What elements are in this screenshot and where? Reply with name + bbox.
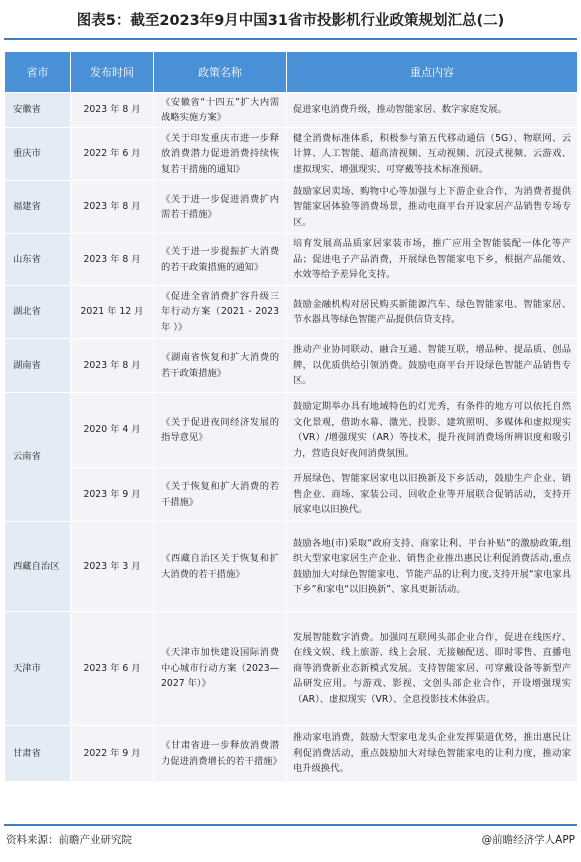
policy-cell: 《西藏自治区关于恢复和扩大消费的若干措施》 [154,522,287,612]
table-row [5,286,578,339]
table-row [5,522,578,612]
date-cell: 2023 年 8 月 [71,339,154,393]
points-cell: 培育发展高品质家居家装市场，推广应用全智能装配一体化等产品；促进电子产品消费，开展绿色智能家电下乡，根据产品能效、水效等给予差异化支持。 [287,234,578,286]
points-cell: 鼓励家居卖场、购物中心等加强与上下游企业合作，为消费者提供智能家居体验等消费场景，推动电商平台开设家居产品销售专场专区。 [287,181,578,234]
table-row [5,468,578,522]
date-cell: 2020 年 4 月 [71,393,154,468]
date-cell: 2023 年 3 月 [71,522,154,612]
header-policy: 政策名称 [154,52,287,93]
table-row [5,234,578,286]
table-row [5,339,578,393]
policy-cell: 《湖南省恢复和扩大消费的若干政策措施》 [154,339,287,393]
points-cell: 开展绿色、智能家居家电以旧换新及下乡活动，鼓励生产企业、销售企业、商场、家装公司、回收企业等开展联合促销活动，支持开展家电以旧换代。 [287,468,578,522]
points-cell: 促进家电消费升级，推动智能家居、数字家庭发展。 [287,93,578,128]
date-cell: 2023 年 8 月 [71,234,154,286]
points-cell: 鼓励金融机构对居民购买新能源汽车、绿色智能家电、智能家居、节水器具等绿色智能产品提供信贷支持。 [287,286,578,339]
date-cell: 2023 年 8 月 [71,93,154,128]
table-row [5,181,578,234]
province-cell: 西藏自治区 [5,522,71,612]
policy-cell: 《天津市加快建设国际消费中心城市行动方案（2023—2027 年）》 [154,612,287,726]
date-cell: 2021 年 12 月 [71,286,154,339]
points-cell: 推动家电消费，鼓励大型家电龙头企业发挥渠道优势，推出惠民让利促消费活动，重点鼓励加大对绿色智能家电的让利力度，推动家电升级换代。 [287,726,578,782]
header-points: 重点内容 [287,52,578,93]
province-cell: 安徽省 [5,93,71,128]
policy-cell: 《甘肃省进一步释放消费潜力促进消费增长的若干措施》 [154,726,287,782]
policy-cell: 《关于恢复和扩大消费的若干措施》 [154,468,287,522]
header-date: 发布时间 [71,52,154,93]
province-cell: 甘肃省 [5,726,71,782]
province-cell: 山东省 [5,234,71,286]
title-divider [4,38,577,40]
table-row [5,93,578,128]
policy-table [4,51,578,782]
date-cell: 2022 年 6 月 [71,128,154,181]
province-cell: 福建省 [5,181,71,234]
points-cell: 鼓励各地(市)采取“政府支持、商家让利、平台补贴”的激励政策,组织大型家电家居生产企业、销售企业推出惠民让利促消费活动,重点鼓励加大对绿色智能家电、节能产品的让利力度,支持开展“家电家具下乡”和家电“以旧换新”、家具更新活动。 [287,522,578,612]
policy-cell: 《关于促进夜间经济发展的指导意见》 [154,393,287,468]
table-row [5,726,578,782]
policy-cell: 《安徽省“十四五”扩大内需战略实施方案》 [154,93,287,128]
table-header-row [5,52,578,93]
policy-cell: 《促进全省消费扩容升级三年行动方案（2021 - 2023 年 ）》 [154,286,287,339]
province-cell: 湖北省 [5,286,71,339]
page-title: 图表5：截至2023年9月中国31省市投影机行业政策规划汇总(二) [76,13,505,29]
date-cell: 2023 年 9 月 [71,468,154,522]
date-cell: 2022 年 9 月 [71,726,154,782]
province-cell: 天津市 [5,612,71,726]
date-cell: 2023 年 6 月 [71,612,154,726]
province-cell: 重庆市 [5,128,71,181]
points-cell: 健全消费标准体系，积极参与第五代移动通信（5G）、物联网、云计算、人工智能、超高清视频、互动视频、沉浸式视频、云游戏、虚拟现实、增强现实、可穿戴等技术标准预研。 [287,128,578,181]
province-cell: 湖南省 [5,339,71,393]
date-cell: 2023 年 8 月 [71,181,154,234]
header-province: 省市 [5,52,71,93]
table-row [5,393,578,468]
province-cell: 云南省 [5,393,71,522]
policy-cell: 《关于进一步促进消费扩内需若干措施》 [154,181,287,234]
table-row [5,612,578,726]
policy-cell: 《关于进一步提振扩大消费的若干政策措施的通知》 [154,234,287,286]
footer [4,829,577,851]
source-note: 资料来源：前瞻产业研究院 [6,834,132,846]
footer-divider [4,824,577,826]
points-cell: 推动产业协同联动、融合互通、智能互联，增品种、提品质、创品牌，以优质供给引领消费。鼓励电商平台开设绿色智能产品销售专区。 [287,339,578,393]
points-cell: 发展智能数字消费。加强同互联网头部企业合作，促进在线医疗、在线文娱、线上旅游、线上会展、无接触配送、即时零售、直播电商等消费新业态新模式发展。支持智能家居、可穿戴设备等新型产品研发应用。与游戏、影视、文创头部企业合作，开设增强现实（AR）、虚拟现实（VR）、全息投影技术体验店。 [287,612,578,726]
app-credit: @前瞻经济学人APP [481,834,575,846]
points-cell: 鼓励定期举办具有地域特色的灯光秀，有条件的地方可以依托自然文化景观，借助水幕、激光、投影、建筑照明、多媒体和虚拟现实（VR）/增强现实（AR）等技术，提升夜间消费场所辨识度和吸引力，营造良好夜间消费氛围。 [287,393,578,468]
policy-cell: 《关于印发重庆市进一步释放消费潜力促进消费持续恢复若干措施的通知》 [154,128,287,181]
table-row [5,128,578,181]
